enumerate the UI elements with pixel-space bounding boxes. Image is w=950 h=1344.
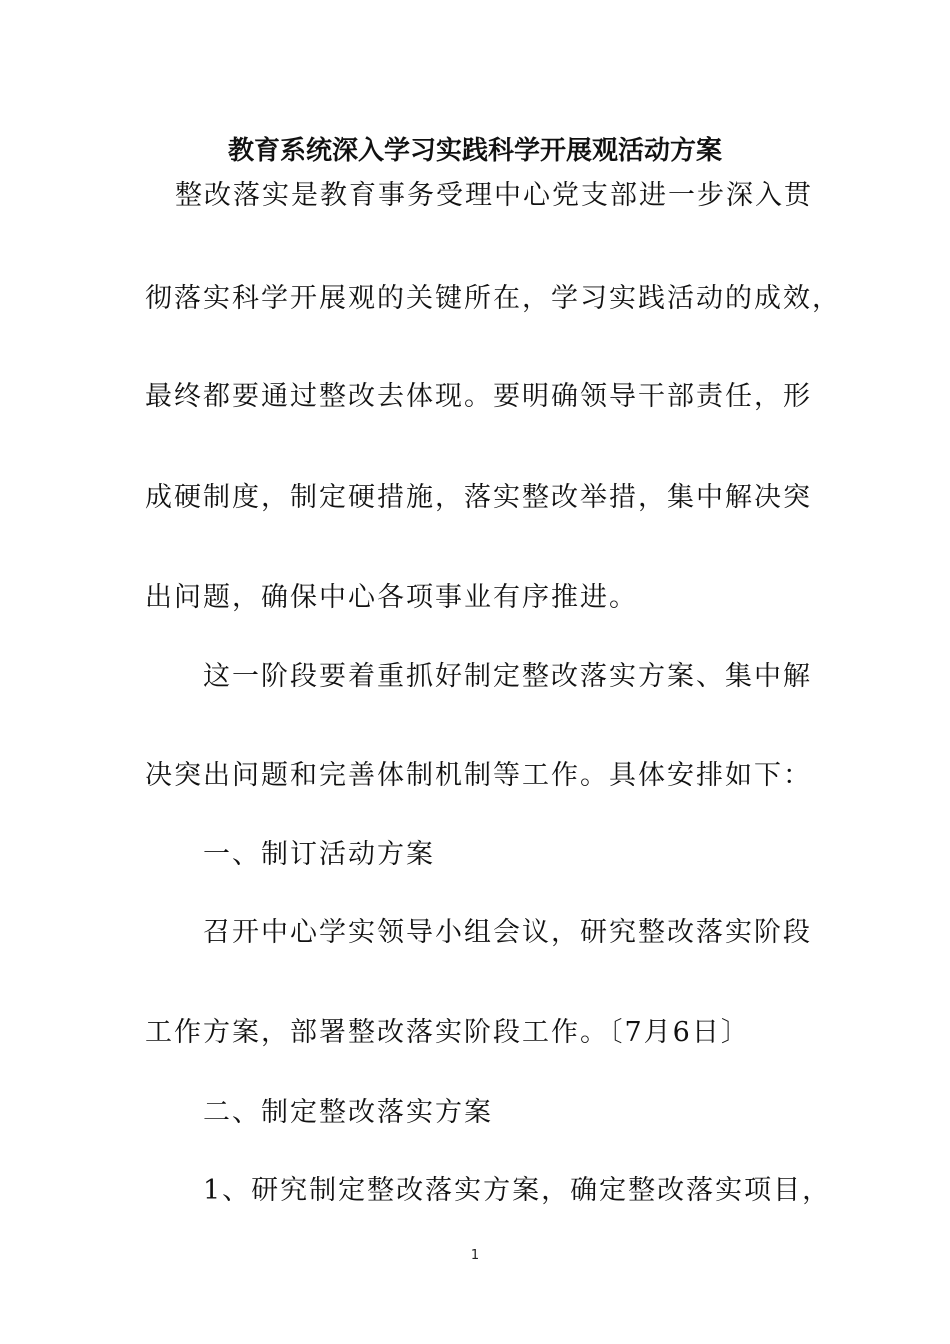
paragraph-line: 彻落实科学开展观的关键所在，学习实践活动的成效， <box>145 283 841 314</box>
paragraph-line: 1、研究制定整改落实方案，确定整改落实项目， <box>203 1175 832 1206</box>
paragraph-line: 整改落实是教育事务受理中心党支部进一步深入贯 <box>175 180 813 211</box>
paragraph-line: 决突出问题和完善体制机制等工作。具体安排如下： <box>145 760 812 791</box>
paragraph-line: 最终都要通过整改去体现。要明确领导干部责任，形 <box>145 381 812 412</box>
paragraph-line: 出问题，确保中心各项事业有序推进。 <box>145 582 638 613</box>
section-heading: 二、制定整改落实方案 <box>203 1097 493 1128</box>
page-number: 1 <box>470 1248 480 1263</box>
paragraph-line: 这一阶段要着重抓好制定整改落实方案、集中解 <box>203 661 812 692</box>
paragraph-line: 召开中心学实领导小组会议，研究整改落实阶段 <box>203 917 812 948</box>
paragraph-line: 成硬制度，制定硬措施，落实整改举措，集中解决突 <box>145 482 812 513</box>
document-title: 教育系统深入学习实践科学开展观活动方案 <box>227 136 722 166</box>
paragraph-line: 工作方案，部署整改落实阶段工作。〔7月6日〕 <box>145 1017 750 1048</box>
section-heading: 一、制订活动方案 <box>203 839 435 870</box>
